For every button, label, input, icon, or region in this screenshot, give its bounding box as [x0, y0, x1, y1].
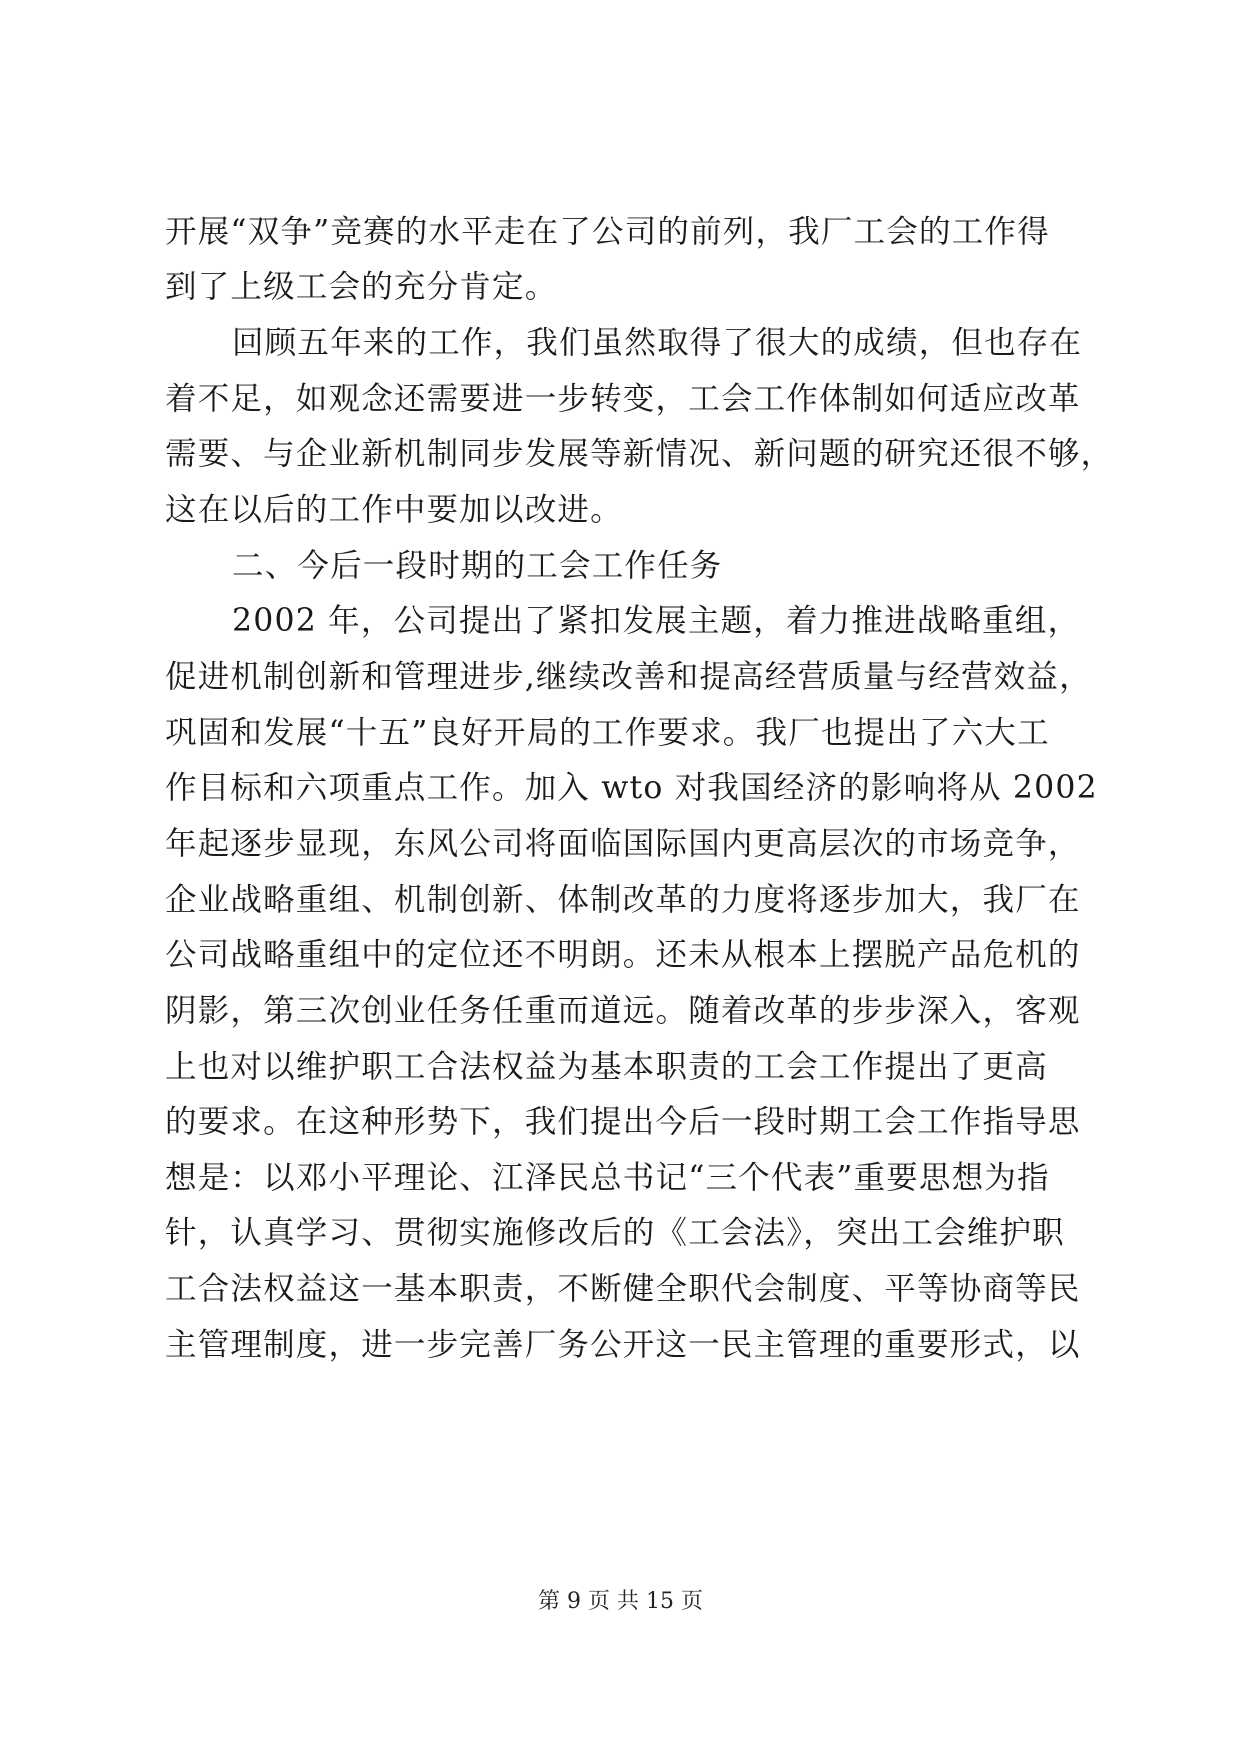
paragraph-line: 公司战略重组中的定位还不明朗。还未从根本上摆脱产品危机的 — [165, 937, 1081, 973]
page-number-footer: 第 9 页 共 15 页 — [538, 1589, 703, 1614]
paragraph-line: 开展“双争”竞赛的水平走在了公司的前列，我厂工会的工作得 — [165, 214, 1050, 250]
paragraph-line: 的要求。在这种形势下，我们提出今后一段时期工会工作指导思 — [165, 1104, 1081, 1140]
paragraph-line: 作目标和六项重点工作。加入 wto 对我国经济的影响将从 2002 — [165, 770, 1098, 806]
paragraph-line: 主管理制度，进一步完善厂务公开这一民主管理的重要形式，以 — [165, 1327, 1081, 1363]
paragraph-line: 这在以后的工作中要加以改进。 — [165, 492, 623, 528]
paragraph-line: 想是：以邓小平理论、江泽民总书记“三个代表”重要思想为指 — [165, 1160, 1050, 1196]
paragraph-line: 回顾五年来的工作，我们虽然取得了很大的成绩，但也存在 — [232, 325, 1083, 361]
paragraph-line: 2002 年，公司提出了紧扣发展主题，着力推进战略重组， — [232, 603, 1081, 639]
paragraph-line: 到了上级工会的充分肯定。 — [165, 269, 558, 305]
paragraph-line: 促进机制创新和管理进步,继续改善和提高经营质量与经营效益， — [165, 659, 1092, 695]
paragraph-line: 年起逐步显现，东风公司将面临国际国内更高层次的市场竞争， — [165, 826, 1081, 862]
paragraph-line: 着不足，如观念还需要进一步转变，工会工作体制如何适应改革 — [165, 381, 1081, 417]
paragraph-line: 阴影，第三次创业任务任重而道远。随着改革的步步深入，客观 — [165, 993, 1081, 1029]
paragraph-line: 针，认真学习、贯彻实施修改后的《工会法》，突出工会维护职 — [165, 1215, 1065, 1251]
paragraph-line: 需要、与企业新机制同步发展等新情况、新问题的研究还很不够， — [165, 436, 1114, 472]
paragraph-line: 企业战略重组、机制创新、体制改革的力度将逐步加大，我厂在 — [165, 882, 1081, 918]
paragraph-line: 上也对以维护职工合法权益为基本职责的工会工作提出了更高 — [165, 1049, 1048, 1085]
section-heading: 二、今后一段时期的工会工作任务 — [232, 548, 723, 584]
paragraph-line: 工合法权益这一基本职责，不断健全职代会制度、平等协商等民 — [165, 1271, 1081, 1307]
paragraph-line: 巩固和发展“十五”良好开局的工作要求。我厂也提出了六大工 — [165, 715, 1050, 751]
